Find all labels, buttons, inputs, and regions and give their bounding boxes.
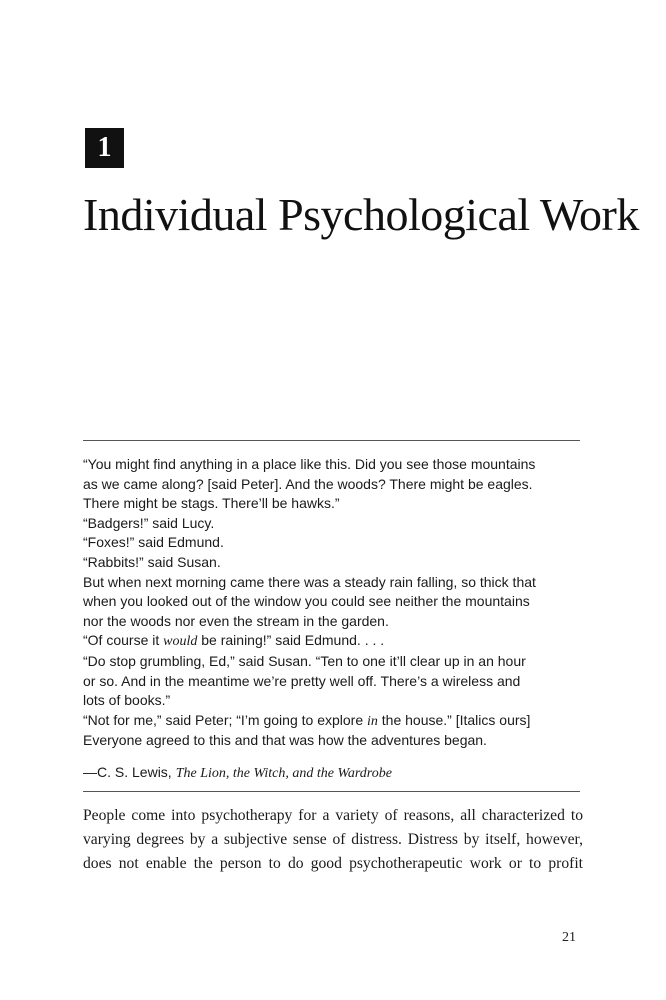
body-paragraph bbox=[83, 804, 583, 876]
epigraph-line: nor the woods nor even the stream in the garden. bbox=[83, 612, 389, 629]
body-line: does not enable the person to do good psychotherapeutic work or to profit bbox=[83, 855, 583, 872]
chapter-number: 1 bbox=[97, 132, 112, 163]
page-number: 21 bbox=[562, 930, 576, 945]
chapter-title: Individual Psychological Work bbox=[83, 189, 639, 240]
italic-emphasis: would bbox=[163, 634, 198, 650]
epigraph-line: Everyone agreed to this and that was how the adventures began. bbox=[83, 732, 487, 749]
attribution-work-title: The Lion, the Witch, and the Wardrobe bbox=[175, 766, 392, 781]
epigraph-line: “You might find anything in a place like this. Did you see those mountains bbox=[83, 456, 536, 472]
chapter-number-box bbox=[85, 128, 124, 168]
epigraph-line: as we came along? [said Peter]. And the woods? There might be eagles. bbox=[83, 475, 533, 492]
epigraph-line: “Do stop grumbling, Ed,” said Susan. “Ten to one it’ll clear up in an hour bbox=[83, 652, 526, 669]
epigraph-line: “Foxes!” said Edmund. bbox=[83, 534, 224, 551]
epigraph-line: when you looked out of the window you could see neither the mountains bbox=[83, 593, 530, 610]
epigraph-line: But when next morning came there was a steady rain falling, so thick that bbox=[83, 573, 536, 590]
body-line: People come into psychotherapy for a variety of reasons, all characterized to bbox=[83, 807, 583, 824]
italic-emphasis: in bbox=[367, 713, 378, 729]
epigraph-line: There might be stags. There’ll be hawks.” bbox=[83, 495, 340, 512]
epigraph-line: lots of books.” bbox=[83, 692, 171, 709]
epigraph-quote bbox=[83, 455, 583, 751]
body-line: varying degrees by a subjective sense of distress. Distress by itself, however, bbox=[83, 831, 583, 848]
epigraph-attribution bbox=[83, 764, 392, 782]
epigraph-line: “Not for me,” said Peter; “I’m going to explore in the house.” [Italics ours] bbox=[83, 711, 531, 729]
epigraph-line: or so. And in the meantime we’re pretty well off. There’s a wireless and bbox=[83, 672, 521, 689]
epigraph-top-rule bbox=[83, 440, 580, 441]
attribution-author: —C. S. Lewis, bbox=[83, 764, 172, 780]
epigraph-bottom-rule bbox=[83, 791, 580, 792]
epigraph-line: “Rabbits!” said Susan. bbox=[83, 553, 221, 570]
epigraph-line: “Badgers!” said Lucy. bbox=[83, 514, 215, 531]
epigraph-line: “Of course it would be raining!” said Edmund. . . . bbox=[83, 632, 385, 650]
